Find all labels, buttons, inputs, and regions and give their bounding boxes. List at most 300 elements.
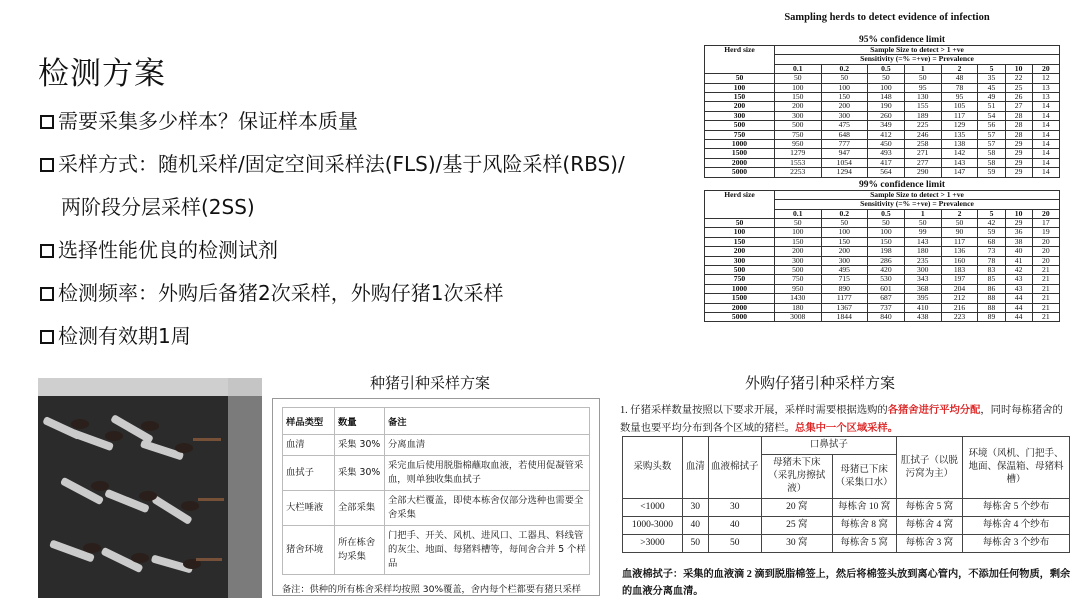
sampling-row-cell: 777: [821, 140, 868, 149]
sampling-row-label: 5000: [705, 168, 775, 177]
sampling-table-95: [704, 45, 1060, 178]
sampling-row-cell: 300: [904, 265, 941, 274]
piglet-row: [623, 535, 1070, 553]
breeding-row-cell: 全部采集: [335, 491, 385, 526]
sampling-row-cell: 1844: [821, 312, 868, 321]
sampling-row-cell: 142: [941, 149, 978, 158]
sampling-row-cell: 1367: [821, 303, 868, 312]
sampling-row-cell: 258: [904, 140, 941, 149]
sampling-row-cell: 495: [821, 265, 868, 274]
sampling-row-cell: 150: [868, 237, 905, 246]
piglet-row-label: <1000: [623, 499, 683, 517]
sampling-row-cell: 14: [1032, 111, 1059, 120]
sampling-row-label: 1000: [705, 140, 775, 149]
breeding-row-cell: 采完血后使用脱脂棉蘸取血液，若使用促凝管采血，则单独收集血拭子: [385, 456, 590, 491]
prevalence-header: 1: [904, 64, 941, 73]
sampling-row-cell: 57: [978, 140, 1005, 149]
sampling-row-cell: 200: [821, 102, 868, 111]
sensitivity-header: Sensitivity (=% =+ve) = Prevalence: [775, 200, 1060, 209]
piglet-row-cell: 每栋舍 5 个纱布: [963, 499, 1070, 517]
breeding-row-label: 血清: [283, 435, 335, 456]
piglet-header: 血清: [682, 437, 708, 499]
sampling-row-cell: 246: [904, 130, 941, 139]
sampling-row-cell: 90: [941, 228, 978, 237]
breeding-plan-caption: 种猪引种采样方案: [369, 374, 490, 392]
breeding-row-label: 猪舍环境: [283, 526, 335, 575]
sampling-row-label: 100: [705, 83, 775, 92]
breeding-row-label: 大栏唾液: [283, 491, 335, 526]
sampling-row-cell: 35: [978, 74, 1005, 83]
breeding-plan-box: [272, 398, 600, 596]
sampling-row-cell: 420: [868, 265, 905, 274]
breeding-row-cell: 采集 30%: [335, 456, 385, 491]
sampling-tables: [702, 12, 1062, 322]
sample-tubes-photo: [38, 378, 262, 598]
sampling-row-cell: 89: [978, 312, 1005, 321]
sampling-row-cell: 29: [1005, 168, 1032, 177]
bullet-list: [40, 110, 700, 368]
sampling-row-cell: 50: [941, 218, 978, 227]
sampling-row-cell: 198: [868, 247, 905, 256]
sampling-row-cell: 44: [1005, 294, 1032, 303]
sampling-row-cell: 51: [978, 102, 1005, 111]
sampling-row-cell: 155: [904, 102, 941, 111]
prevalence-header: 10: [1005, 64, 1032, 73]
piglet-row-cell: 每栋舍 5 窝: [896, 499, 962, 517]
breeding-header: 备注: [385, 408, 590, 435]
sampling-row-cell: 58: [978, 158, 1005, 167]
sampling-row-cell: 50: [868, 218, 905, 227]
sampling-row-cell: 36: [1005, 228, 1032, 237]
sampling-row-cell: 105: [941, 102, 978, 111]
sampling-row-cell: 50: [775, 74, 822, 83]
sampling-row-cell: 260: [868, 111, 905, 120]
sampling-row-cell: 3008: [775, 312, 822, 321]
piglet-header: 血液棉拭子: [708, 437, 761, 499]
sampling-row-cell: 417: [868, 158, 905, 167]
sampling-row-cell: 57: [978, 130, 1005, 139]
sampling-row-cell: 29: [1005, 158, 1032, 167]
sampling-row-cell: 25: [1005, 83, 1032, 92]
sampling-row-cell: 20: [1032, 237, 1059, 246]
prevalence-header: 0.2: [821, 209, 868, 218]
piglet-subheader: 母猪未下床（采乳房擦拭液）: [762, 455, 833, 499]
prevalence-header: 0.2: [821, 64, 868, 73]
checkbox-icon: [40, 158, 54, 172]
piglet-row-cell: 40: [708, 517, 761, 535]
sampling-row-cell: 648: [821, 130, 868, 139]
piglet-row-cell: 每栋舍 8 窝: [832, 517, 896, 535]
sampling-row-cell: 200: [775, 247, 822, 256]
piglet-row-cell: 30 窝: [762, 535, 833, 553]
sampling-row-cell: 14: [1032, 168, 1059, 177]
bullet-item: 采样方式：随机采样/固定空间采样法(FLS)/基于风险采样(RBS)/ 两阶段分层采样(2SS): [40, 153, 700, 218]
sampling-row-cell: 48: [941, 74, 978, 83]
breeding-row-cell: 所在栋舍均采集: [335, 526, 385, 575]
sampling-row-cell: 197: [941, 275, 978, 284]
breeding-header: 样品类型: [283, 408, 335, 435]
sampling-row-cell: 450: [868, 140, 905, 149]
piglet-row-cell: 每栋舍 5 窝: [832, 535, 896, 553]
sampling-row-cell: 44: [1005, 312, 1032, 321]
sampling-row-label: 200: [705, 102, 775, 111]
piglet-header: 口鼻拭子: [762, 437, 897, 455]
sampling-row-cell: 1054: [821, 158, 868, 167]
sampling-row-cell: 438: [904, 312, 941, 321]
sampling-row-cell: 21: [1032, 265, 1059, 274]
sampling-row-cell: 500: [775, 265, 822, 274]
sampling-row-cell: 29: [1005, 140, 1032, 149]
sampling-row-label: 2000: [705, 158, 775, 167]
sampling-row-cell: 148: [868, 93, 905, 102]
sampling-row-label: 100: [705, 228, 775, 237]
sampling-row-cell: 143: [904, 237, 941, 246]
confidence-99-title: 99% confidence limit: [858, 179, 945, 190]
sampling-row-cell: 50: [904, 218, 941, 227]
sampling-row-label: 1000: [705, 284, 775, 293]
sampling-row-cell: 50: [868, 74, 905, 83]
piglet-row-cell: 每栋舍 10 窝: [832, 499, 896, 517]
sampling-row-cell: 100: [868, 83, 905, 92]
prevalence-header: 0.5: [868, 209, 905, 218]
sampling-row-cell: 21: [1032, 284, 1059, 293]
sampling-row-cell: 99: [904, 228, 941, 237]
sampling-row-cell: 88: [978, 294, 1005, 303]
breeding-row-cell: 门把手、开关、风机、进风口、工器具、料线管的灰尘、地面、每猪料槽等，每间舍合并 5 个样品: [385, 526, 590, 575]
piglet-row-label: 1000-3000: [623, 517, 683, 535]
sampling-row-cell: 28: [1005, 111, 1032, 120]
prevalence-header: 5: [978, 64, 1005, 73]
piglet-row-cell: 每栋舍 3 个纱布: [963, 535, 1070, 553]
sampling-row-cell: 715: [821, 275, 868, 284]
sampling-row-cell: 150: [775, 237, 822, 246]
herd-size-header: Herd size: [705, 190, 775, 218]
sampling-row-cell: 41: [1005, 256, 1032, 265]
breeding-row-cell: 全部大栏覆盖，即使本栋舍仅部分选种也需要全舍采集: [385, 491, 590, 526]
piglet-row-label: >3000: [623, 535, 683, 553]
piglet-row-cell: 40: [682, 517, 708, 535]
sampling-row-cell: 29: [1005, 149, 1032, 158]
piglet-row-cell: 25 窝: [762, 517, 833, 535]
tubes-illustration: [38, 378, 262, 598]
sampling-row-cell: 1279: [775, 149, 822, 158]
sampling-row-cell: 29: [1005, 218, 1032, 227]
sampling-row-cell: 200: [821, 247, 868, 256]
sampling-row-label: 500: [705, 265, 775, 274]
sampling-row-cell: 85: [978, 275, 1005, 284]
sampling-row-cell: 135: [941, 130, 978, 139]
sampling-row-cell: 14: [1032, 130, 1059, 139]
sampling-row-cell: 26: [1005, 93, 1032, 102]
sampling-row-cell: 14: [1032, 158, 1059, 167]
sensitivity-header: Sensitivity (=% =+ve) = Prevalence: [775, 55, 1060, 64]
sampling-row-cell: 300: [821, 256, 868, 265]
sampling-row: [705, 168, 1060, 177]
sampling-row-cell: 2253: [775, 168, 822, 177]
sample-size-header: Sample Size to detect > 1 +ve: [775, 46, 1060, 55]
checkbox-icon: [40, 287, 54, 301]
sampling-row-cell: 20: [1032, 256, 1059, 265]
sampling-row-cell: 78: [978, 256, 1005, 265]
breeding-note: 备注：供种的所有栋舍采样均按照 30%覆盖，舍内每个栏都要有猪只采样: [282, 584, 581, 595]
prevalence-header: 20: [1032, 64, 1059, 73]
sampling-row-cell: 950: [775, 140, 822, 149]
sampling-row-cell: 1553: [775, 158, 822, 167]
sampling-row-cell: 190: [868, 102, 905, 111]
prevalence-header: 5: [978, 209, 1005, 218]
piglet-row: [623, 517, 1070, 535]
sampling-row-cell: 100: [821, 228, 868, 237]
sampling-row-cell: 564: [868, 168, 905, 177]
bullet-item: 检测有效期1周: [40, 325, 700, 347]
sampling-row-cell: 40: [1005, 247, 1032, 256]
sampling-row: [705, 102, 1060, 111]
breeding-row-label: 血拭子: [283, 456, 335, 491]
sampling-row-cell: 14: [1032, 149, 1059, 158]
sampling-row-cell: 20: [1032, 247, 1059, 256]
sampling-row-cell: 45: [978, 83, 1005, 92]
prevalence-header: 0.1: [775, 64, 822, 73]
sampling-row-label: 1500: [705, 294, 775, 303]
piglet-row-cell: 50: [708, 535, 761, 553]
sampling-row-cell: 601: [868, 284, 905, 293]
sampling-row-cell: 49: [978, 93, 1005, 102]
sampling-row-cell: 500: [775, 121, 822, 130]
sampling-row-cell: 100: [775, 83, 822, 92]
sampling-row-label: 300: [705, 111, 775, 120]
sampling-row-cell: 100: [821, 83, 868, 92]
prevalence-header: 0.1: [775, 209, 822, 218]
piglet-header: 环境（风机、门把手、地面、保温箱、母猪料槽）: [963, 437, 1070, 499]
sampling-row-cell: 130: [904, 93, 941, 102]
sampling-row-cell: 12: [1032, 74, 1059, 83]
sampling-row: [705, 228, 1060, 237]
sampling-row-cell: 950: [775, 284, 822, 293]
sampling-row-cell: 212: [941, 294, 978, 303]
sampling-row-cell: 136: [941, 247, 978, 256]
sampling-row-cell: 493: [868, 149, 905, 158]
sampling-row-label: 50: [705, 218, 775, 227]
sampling-row-cell: 100: [868, 228, 905, 237]
checkbox-icon: [40, 115, 54, 129]
prevalence-header: 2: [941, 64, 978, 73]
sampling-row-cell: 138: [941, 140, 978, 149]
sampling-row-label: 2000: [705, 303, 775, 312]
sampling-row: [705, 312, 1060, 321]
piglet-row-cell: 30: [682, 499, 708, 517]
piglet-plan-caption: 外购仔猪引种采样方案: [744, 374, 895, 392]
sampling-row-label: 150: [705, 93, 775, 102]
sampling-row-cell: 890: [821, 284, 868, 293]
sampling-row-cell: 19: [1032, 228, 1059, 237]
prevalence-header: 2: [941, 209, 978, 218]
sampling-row-cell: 83: [978, 265, 1005, 274]
sampling-row-cell: 13: [1032, 83, 1059, 92]
sampling-row-cell: 28: [1005, 121, 1032, 130]
sampling-row-cell: 147: [941, 168, 978, 177]
sampling-row-cell: 395: [904, 294, 941, 303]
sampling-row-cell: 50: [821, 218, 868, 227]
sampling-row-cell: 21: [1032, 312, 1059, 321]
piglet-row-cell: 30: [708, 499, 761, 517]
sampling-row-cell: 44: [1005, 303, 1032, 312]
bullet-item: 选择性能优良的检测试剂: [40, 239, 700, 261]
sampling-row-cell: 180: [904, 247, 941, 256]
sampling-row-cell: 286: [868, 256, 905, 265]
sampling-title: Sampling herds to detect evidence of infection: [784, 12, 990, 23]
piglet-row-cell: 50: [682, 535, 708, 553]
sampling-row-cell: 13: [1032, 93, 1059, 102]
sampling-row-label: 5000: [705, 312, 775, 321]
sampling-row-cell: 1430: [775, 294, 822, 303]
sampling-row-cell: 189: [904, 111, 941, 120]
sampling-table-99: [704, 190, 1060, 323]
sampling-row-cell: 28: [1005, 130, 1032, 139]
sampling-row: [705, 275, 1060, 284]
checkbox-icon: [40, 244, 54, 258]
sampling-row-cell: 300: [775, 111, 822, 120]
prevalence-header: 1: [904, 209, 941, 218]
piglet-row: [623, 499, 1070, 517]
sampling-row-cell: 143: [941, 158, 978, 167]
sampling-row-cell: 59: [978, 168, 1005, 177]
piglet-subheader: 母猪已下床（采集口水）: [832, 455, 896, 499]
sampling-row-cell: 475: [821, 121, 868, 130]
sampling-row-cell: 14: [1032, 140, 1059, 149]
sample-size-header: Sample Size to detect > 1 +ve: [775, 190, 1060, 199]
breeding-row-cell: 采集 30%: [335, 435, 385, 456]
breeding-plan-table: [282, 407, 590, 575]
sampling-row-label: 750: [705, 275, 775, 284]
sampling-row-cell: 160: [941, 256, 978, 265]
sampling-row-cell: 737: [868, 303, 905, 312]
sampling-row-cell: 290: [904, 168, 941, 177]
piglet-header: 采购头数: [623, 437, 683, 499]
sampling-row-cell: 43: [1005, 275, 1032, 284]
sampling-row-cell: 687: [868, 294, 905, 303]
breeding-row: [283, 456, 590, 491]
sampling-row-cell: 78: [941, 83, 978, 92]
sampling-row-cell: 117: [941, 237, 978, 246]
sampling-row-cell: 17: [1032, 218, 1059, 227]
sampling-row-cell: 204: [941, 284, 978, 293]
sampling-row-cell: 14: [1032, 121, 1059, 130]
sampling-row-label: 300: [705, 256, 775, 265]
sampling-row-cell: 1177: [821, 294, 868, 303]
sampling-row-cell: 54: [978, 111, 1005, 120]
piglet-header: 肛拭子（以脱污窝为主）: [896, 437, 962, 499]
sampling-row: [705, 149, 1060, 158]
sampling-row-cell: 38: [1005, 237, 1032, 246]
sampling-row-cell: 223: [941, 312, 978, 321]
sampling-row-cell: 530: [868, 275, 905, 284]
sampling-row: [705, 74, 1060, 83]
sampling-row-label: 500: [705, 121, 775, 130]
sampling-row-cell: 21: [1032, 303, 1059, 312]
sampling-row-cell: 1294: [821, 168, 868, 177]
bullet-item: 需要采集多少样本？保证样本质量: [40, 110, 700, 132]
breeding-header: 数量: [335, 408, 385, 435]
sampling-row-cell: 410: [904, 303, 941, 312]
sampling-row-cell: 14: [1032, 102, 1059, 111]
sampling-row-cell: 271: [904, 149, 941, 158]
sampling-row-cell: 150: [775, 93, 822, 102]
sampling-row-cell: 50: [775, 218, 822, 227]
sampling-row-cell: 368: [904, 284, 941, 293]
piglet-row-cell: 每栋舍 4 个纱布: [963, 517, 1070, 535]
sampling-row-cell: 68: [978, 237, 1005, 246]
piglet-footer: 血液棉拭子：采集的血液滴 2 滴到脱脂棉签上，然后将棉签头放到离心管内，不添加任何物质，剩余的血液分离血清。: [622, 569, 1071, 597]
sampling-row-cell: 21: [1032, 294, 1059, 303]
prevalence-header: 20: [1032, 209, 1059, 218]
sampling-row-cell: 95: [904, 83, 941, 92]
sampling-row-label: 150: [705, 237, 775, 246]
sampling-row-cell: 183: [941, 265, 978, 274]
sampling-row-cell: 50: [904, 74, 941, 83]
sampling-row-cell: 95: [941, 93, 978, 102]
sampling-row-cell: 43: [1005, 284, 1032, 293]
sampling-row-cell: 225: [904, 121, 941, 130]
sampling-row-label: 750: [705, 130, 775, 139]
breeding-row-cell: 分离血清: [385, 435, 590, 456]
confidence-95-title: 95% confidence limit: [858, 35, 945, 45]
sampling-row-cell: 300: [775, 256, 822, 265]
sampling-row-cell: 349: [868, 121, 905, 130]
sampling-row-cell: 86: [978, 284, 1005, 293]
sampling-row-cell: 947: [821, 149, 868, 158]
sampling-row-cell: 129: [941, 121, 978, 130]
breeding-row: [283, 435, 590, 456]
sampling-row: [705, 247, 1060, 256]
sampling-row-cell: 216: [941, 303, 978, 312]
sampling-row-cell: 343: [904, 275, 941, 284]
sampling-row: [705, 294, 1060, 303]
sampling-row-cell: 200: [775, 102, 822, 111]
sampling-row-cell: 750: [775, 130, 822, 139]
sampling-row-label: 1500: [705, 149, 775, 158]
sampling-row-cell: 59: [978, 228, 1005, 237]
sampling-row-cell: 235: [904, 256, 941, 265]
sampling-row-cell: 412: [868, 130, 905, 139]
sampling-row-label: 200: [705, 247, 775, 256]
piglet-row-cell: 每栋舍 4 窝: [896, 517, 962, 535]
sampling-row-label: 50: [705, 74, 775, 83]
sampling-row-cell: 50: [821, 74, 868, 83]
sampling-row-cell: 27: [1005, 102, 1032, 111]
sampling-row-cell: 117: [941, 111, 978, 120]
sampling-row-cell: 42: [1005, 265, 1032, 274]
sampling-row-cell: 100: [775, 228, 822, 237]
sampling-row-cell: 180: [775, 303, 822, 312]
checkbox-icon: [40, 330, 54, 344]
sampling-row-cell: 300: [821, 111, 868, 120]
sampling-row-cell: 88: [978, 303, 1005, 312]
piglet-intro: 1. 仔猪采样数量按照以下要求开展，采样时需要根据选购的各猪舍进行平均分配，同时每栋猪舍的数量也要平均分布到各个区域的猪栏。总集中一个区域采样。: [620, 405, 1063, 434]
sampling-row-cell: 150: [821, 93, 868, 102]
sampling-row-cell: 750: [775, 275, 822, 284]
sampling-row-cell: 840: [868, 312, 905, 321]
breeding-row: [283, 526, 590, 575]
herd-size-header: Herd size: [705, 46, 775, 74]
piglet-row-cell: 20 窝: [762, 499, 833, 517]
sampling-row-cell: 56: [978, 121, 1005, 130]
sampling-row: [705, 121, 1060, 130]
prevalence-header: 10: [1005, 209, 1032, 218]
sampling-row-cell: 73: [978, 247, 1005, 256]
sampling-row-cell: 58: [978, 149, 1005, 158]
sampling-row-cell: 42: [978, 218, 1005, 227]
sampling-row-cell: 277: [904, 158, 941, 167]
